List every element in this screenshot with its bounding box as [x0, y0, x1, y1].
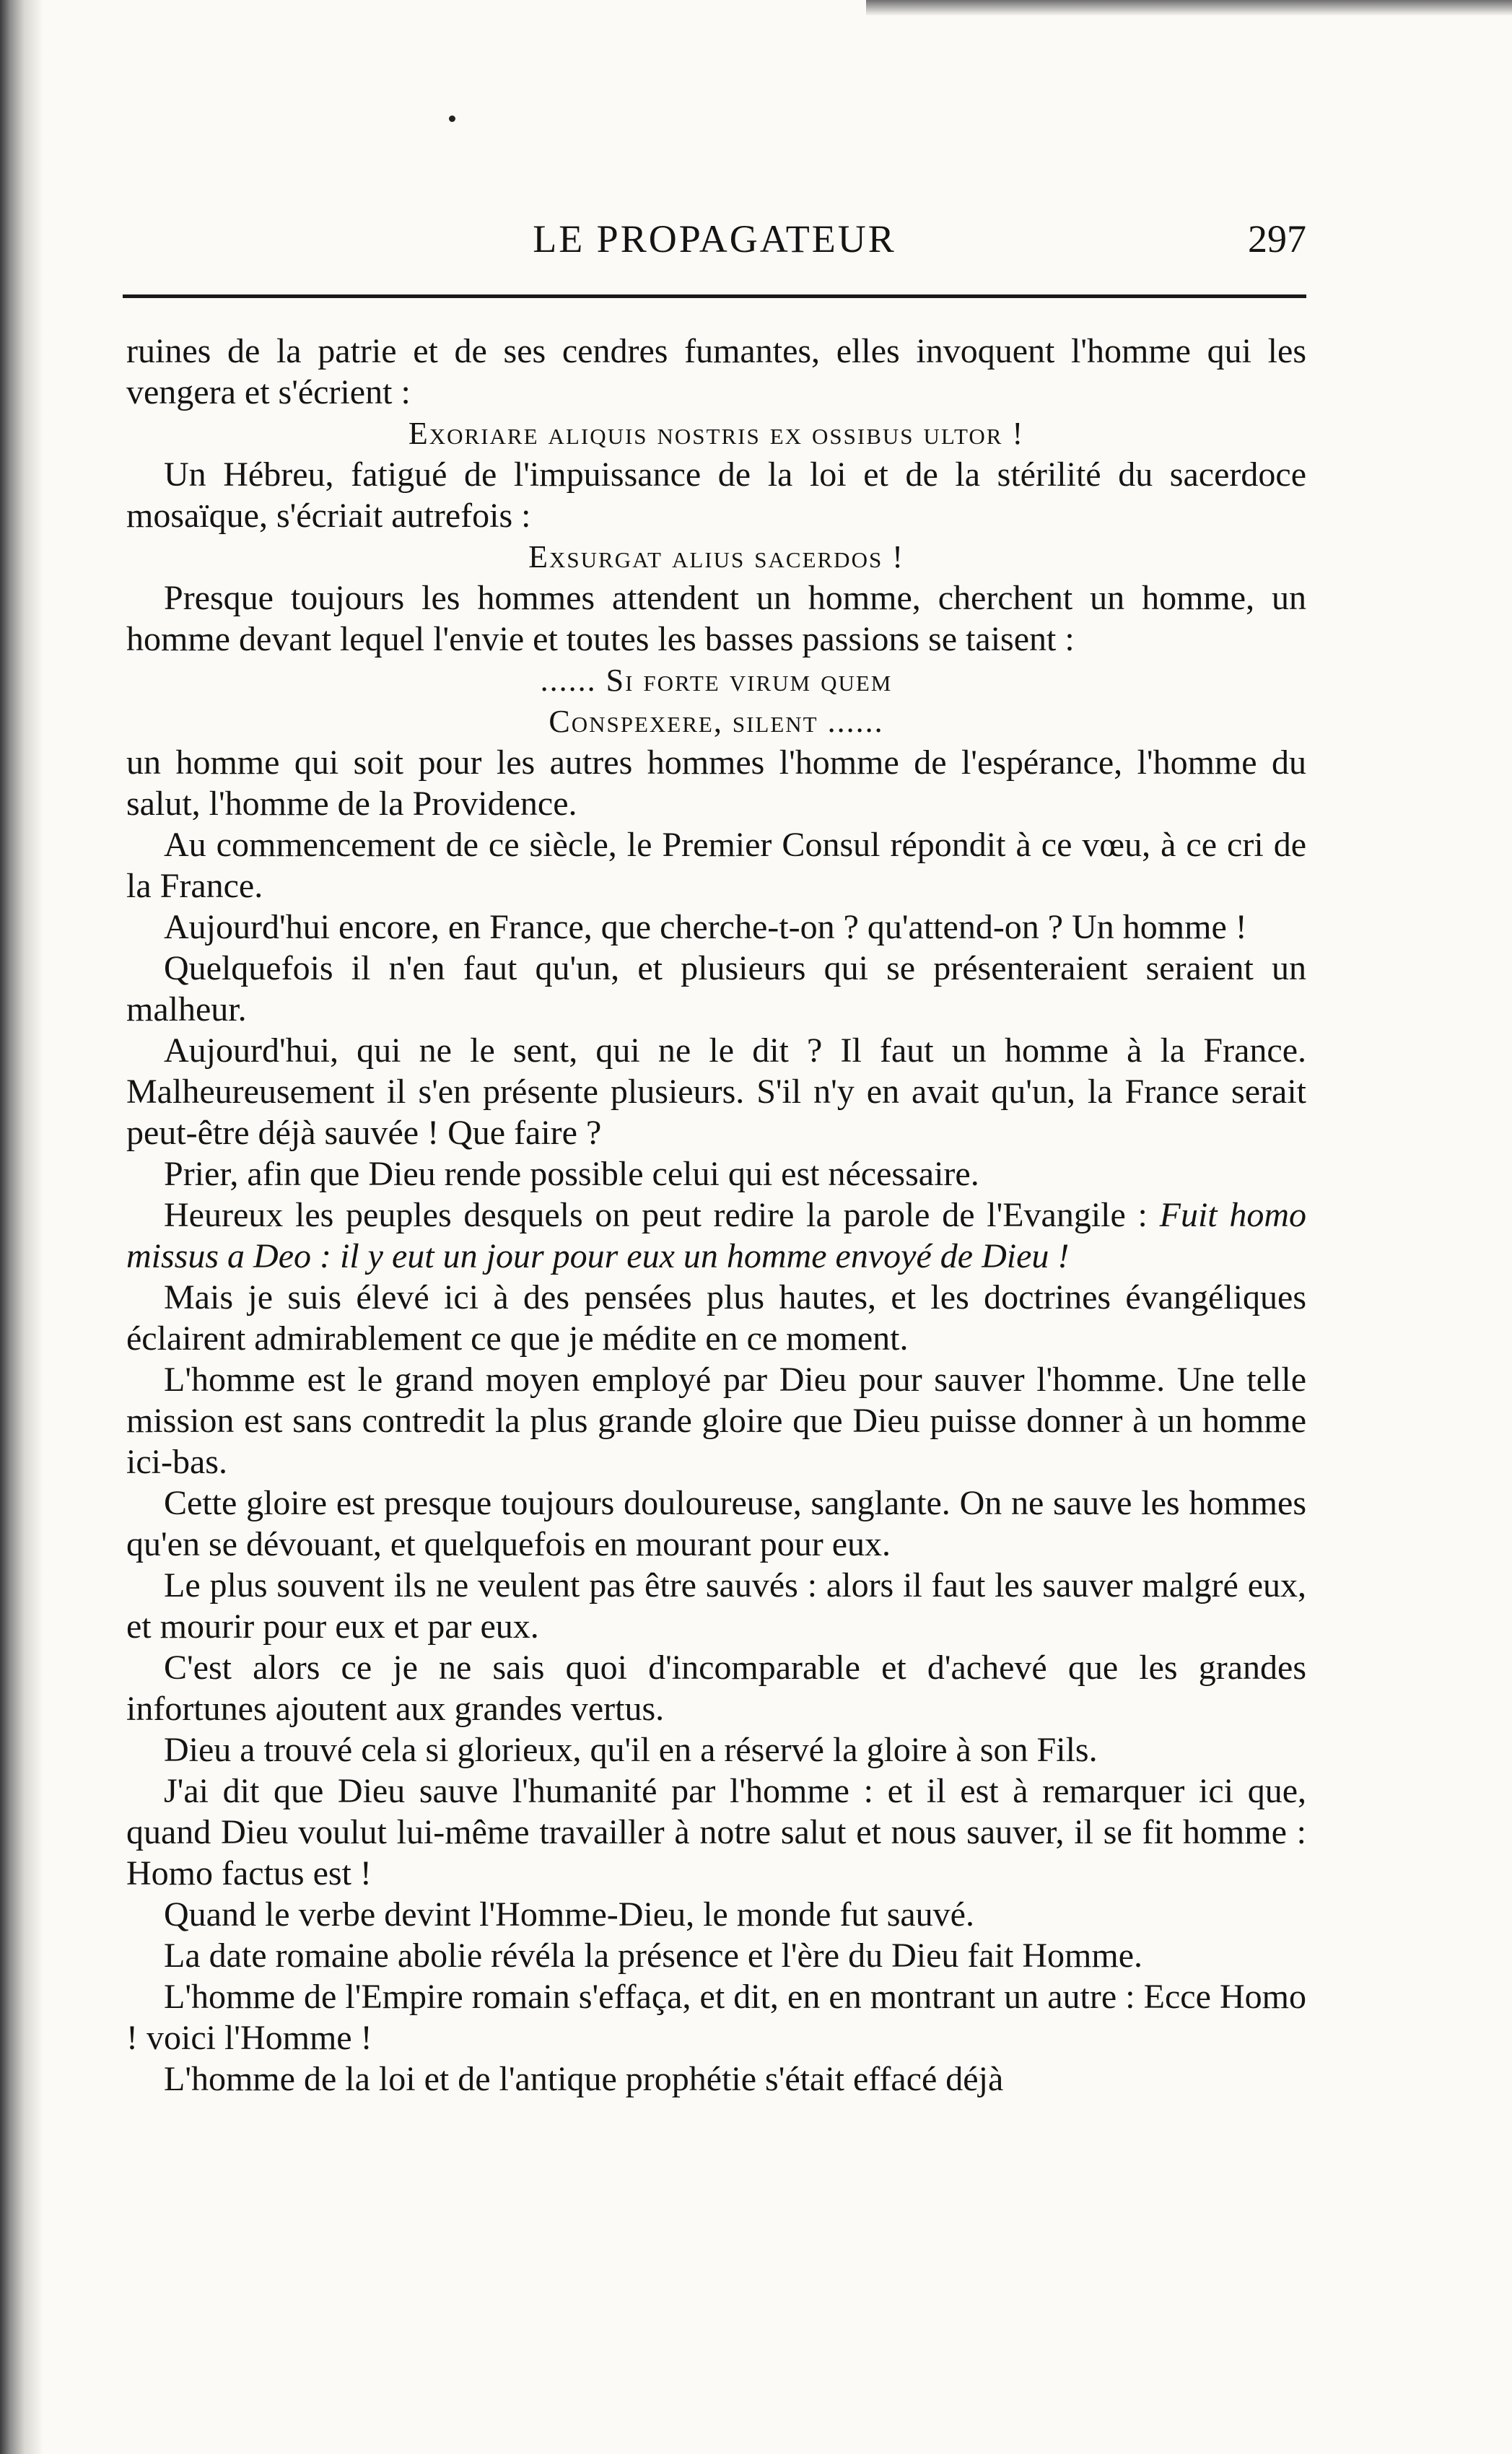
- paragraph: J'ai dit que Dieu sauve l'humanité par l'homme : et il est à remarquer ici que, quand Dieu voulut lui-même travailler à notre salut et nous sauver, il se fit homme : Homo factus est !: [126, 1772, 1306, 1892]
- paragraph: L'homme est le grand moyen employé par Dieu pour sauver l'homme. Une telle mission est sans contredit la plus grande gloire que Dieu puisse donner à un homme ici-bas.: [126, 1361, 1306, 1481]
- paragraph: Quelquefois il n'en faut qu'un, et plusieurs qui se présenteraient seraient un malheur.: [126, 949, 1306, 1029]
- paragraph: Presque toujours les hommes attendent un homme, cherchent un homme, un homme devant lequel l'envie et toutes les basses passions se taisent :: [126, 579, 1306, 658]
- gospel-lead: Heureux les peuples desquels on peut redire la parole de l'Evangile :: [164, 1196, 1148, 1234]
- ink-speck: [449, 115, 455, 122]
- paragraph: Le plus souvent ils ne veulent pas être sauvés : alors il faut les sauver malgré eux, et mourir pour eux et par eux.: [126, 1566, 1306, 1646]
- running-title: LE PROPAGATEUR: [533, 217, 896, 261]
- paragraph: Dieu a trouvé cela si glorieux, qu'il en a réservé la gloire à son Fils.: [164, 1731, 1098, 1769]
- latin-verse: Conspexere, silent ......: [549, 704, 884, 739]
- paragraph: Un Hébreu, fatigué de l'impuissance de la loi et de la stérilité du sacerdoce mosaïque, s'écriait autrefois :: [126, 455, 1306, 535]
- latin-verse: ...... Si forte virum quem: [540, 663, 893, 698]
- scan-top-shadow: [866, 0, 1512, 16]
- paragraph: Prier, afin que Dieu rende possible celui qui est nécessaire.: [164, 1155, 979, 1193]
- paragraph: Au commencement de ce siècle, le Premier Consul répondit à ce vœu, à ce cri de la France.: [126, 826, 1306, 905]
- paragraph: C'est alors ce je ne sais quoi d'incomparable et d'achevé que les grandes infortunes ajoutent aux grandes vertus.: [126, 1649, 1306, 1728]
- paragraph: L'homme de l'Empire romain s'effaça, et dit, en en montrant un autre : Ecce Homo ! voici l'Homme !: [126, 1978, 1306, 2057]
- paragraph: Quand le verbe devint l'Homme-Dieu, le monde fut sauvé.: [164, 1895, 974, 1934]
- paragraph: La date romaine abolie révéla la présence et l'ère du Dieu fait Homme.: [164, 1936, 1142, 1975]
- gospel-quote: Fuit homo missus a Deo : il y eut un jour pour eux un homme envoyé de Dieu !: [126, 1196, 1307, 1275]
- page-header: [123, 217, 1306, 267]
- latin-verse: Exsurgat alius sacerdos !: [528, 539, 904, 575]
- paragraph: L'homme de la loi et de l'antique prophétie s'était effacé déjà: [164, 2060, 1004, 2098]
- gospel-paragraph: [126, 1195, 1306, 1277]
- header-rule: [123, 294, 1306, 298]
- paragraph: Aujourd'hui encore, en France, que cherche-t-on ? qu'attend-on ? Un homme !: [164, 908, 1247, 946]
- latin-verse: Exoriare aliquis nostris ex ossibus ultor !: [408, 416, 1025, 451]
- page-body: [126, 331, 1306, 2100]
- paragraph: ruines de la patrie et de ses cendres fumantes, elles invoquent l'homme qui les vengera et s'écrient :: [126, 332, 1306, 411]
- paragraph: Aujourd'hui, qui ne le sent, qui ne le dit ? Il faut un homme à la France. Malheureusement il s'en présente plusieurs. S'il n'y en avait qu'un, la France serait peut-être déjà sauvée ! Que faire ?: [126, 1031, 1306, 1152]
- page-edge-shadow: [0, 0, 43, 2454]
- paragraph: un homme qui soit pour les autres hommes l'homme de l'espérance, l'homme du salut, l'homme de la Providence.: [126, 743, 1306, 823]
- paragraph: Cette gloire est presque toujours douloureuse, sanglante. On ne sauve les hommes qu'en se dévouant, et quelquefois en mourant pour eux.: [126, 1484, 1306, 1563]
- paragraph: Mais je suis élevé ici à des pensées plus hautes, et les doctrines évangéliques éclairent admirablement ce que je médite en ce moment.: [126, 1278, 1306, 1358]
- page-number: 297: [1248, 217, 1306, 261]
